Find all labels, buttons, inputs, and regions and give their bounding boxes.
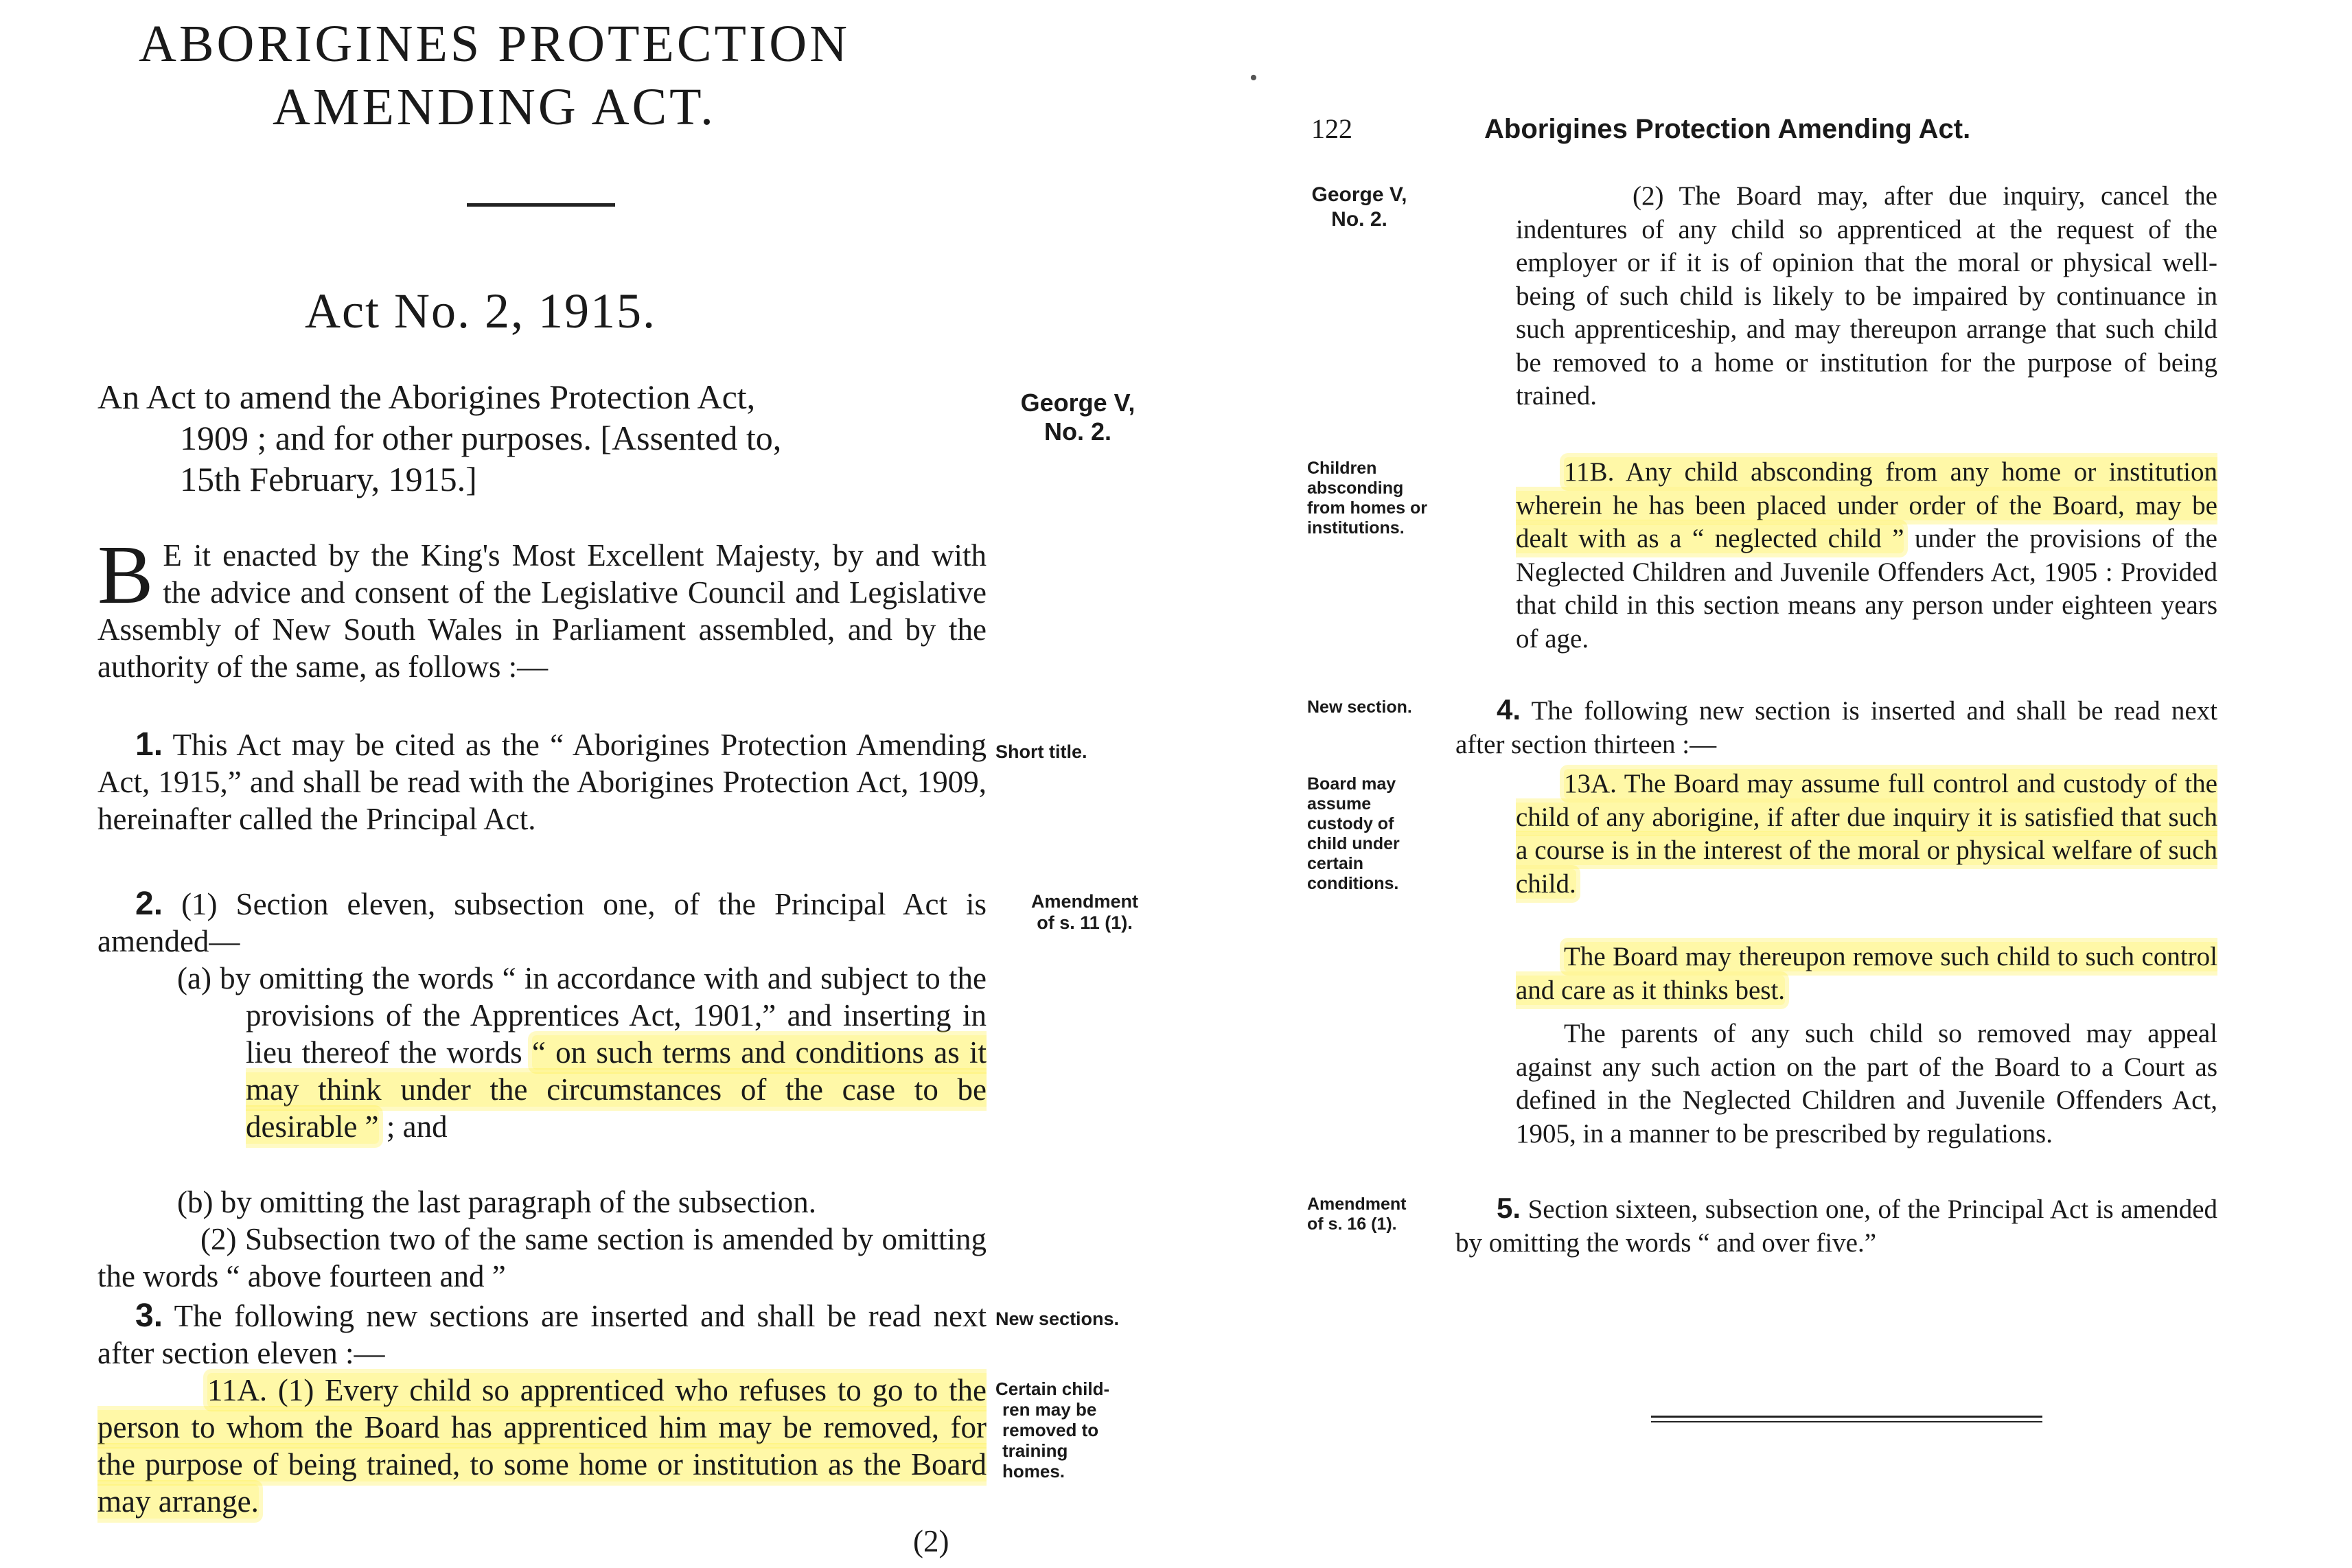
right-margin-reign [1298,183,1421,232]
margin-certain-children [995,1379,1174,1481]
margin-amend-11 [995,891,1174,934]
long-title-line3: 15th February, 1915.] [180,460,477,498]
act-title-line2: AMENDING ACT. [273,78,716,136]
margin-new-sections: New sections. [995,1308,1120,1329]
enacting-text: E it enacted by the King's Most Excellent Majesty, by and with the advice and consent of the Legislative Council and Legislative Assembly of New South Wales in Parliament assembled, and by the authority of the same, as follows :— [97,538,987,684]
section-4-text: The following new section is inserted and shall be read next after section thirteen :— [1455,696,2218,759]
margin-custody-line6: conditions. [1307,874,1399,893]
section-13a-highlight: 13A. The Board may assume full control and custody of the child of any aborigine, if after due inquiry it is satisfied that such a course is in the interest of the moral or physical welfare of such child. [1516,769,2217,899]
section-2-para-b: (b) by omitting the last paragraph of the subsection. [177,1185,817,1219]
margin-certain-line5: homes. [1002,1461,1065,1481]
section-5-number: 5. [1497,1192,1521,1224]
margin-short-title: Short title. [995,741,1087,762]
margin-custody-line3: custody of [1307,814,1394,833]
margin-custody-line2: assume [1307,794,1372,814]
end-rule-bottom [1651,1421,2042,1422]
section-11b-highlight: 11B. Any child absconding from any home or institution wherein he has been placed under order of the Board, may be dealt with as a “ neglected child ” [1516,457,2217,553]
catchword: (2) [913,1524,949,1558]
margin-custody-line5: certain [1307,854,1363,873]
section-3 [97,1298,987,1372]
enacting-clause [97,529,987,685]
title-rule [467,203,615,207]
margin-absconding-line3: from homes or [1307,498,1428,518]
section-13a-para-2-highlight: The Board may thereupon remove such child to such control and care as it thinks best. [1516,942,2217,1005]
section-11a-text: (1) Every child so apprenticed who refuses to go to the person to whom the Board has apprenticed him may be removed, for the purpose of being trained, to some home or institution as the Board may arrange. [97,1373,987,1519]
section-2-number: 2. [135,886,163,922]
long-title-line1: An Act to amend the Aborigines Protection Act, [97,378,756,416]
para-a-text: (a) by omitting the words “ in accordance with and subject to the provisions of the Apprentices Act, 1901,” and inserting in lieu thereof the words [177,961,987,1070]
margin-reign-line1: George V, [1020,389,1135,417]
margin-reign-line2: No. 2. [1044,417,1111,446]
margin-new-section: New section. [1307,697,1412,717]
section-13a [1516,768,2217,901]
section-11a-subsection-2: (2) The Board may, after due inquiry, cancel the indentures of any child so apprenticed at the request of the employer or if it is of opinion that the moral or physical well-being of such child is likely to be impaired by continuance in such apprenticeship, and may thereupon arrange that such child be removed to a home or institution for the purpose of being trained. [1516,181,2217,411]
section-2 [97,886,987,960]
margin-certain-line3: removed to [1002,1420,1099,1440]
margin-certain-line4: training [1002,1440,1068,1461]
long-title-line2: 1909 ; and for other purposes. [Assented to, [180,419,782,457]
page-mark: • [1249,65,1258,91]
section-1-number: 1. [135,726,163,763]
margin-certain-line1: Certain child- [995,1379,1110,1399]
section-1-text: This Act may be cited as the “ Aborigines Protection Amending Act, 1915,” and shall be read with the Aborigines Protection Act, 1909, hereinafter called the Principal Act. [97,728,987,836]
margin-custody-line1: Board may [1307,774,1396,794]
section-11b-text: under the provisions of the Neglected Children and Juvenile Offenders Act, 1905 : Provided that child in this section means any person under eighteen years of age. [1516,524,2217,654]
margin-amend-11-line1: Amendment [1030,891,1138,912]
margin-reign [1002,389,1153,446]
margin-certain-line2: ren may be [1002,1399,1097,1420]
section-4 [1455,693,2217,761]
dropcap-b: B [97,529,154,621]
margin-absconding-line2: absconding [1307,479,1404,498]
section-11a-label: 11A. [207,1373,268,1407]
margin-amend-16-line2: of s. 16 (1). [1307,1214,1397,1234]
para-a-highlight: “ on such terms and conditions as it may think under the circumstances of the case to be desirable ” [246,1035,987,1144]
act-title-line1: ABORIGINES PROTECTION [138,15,851,73]
section-5 [1455,1192,2217,1260]
margin-absconding-line4: institutions. [1307,518,1405,538]
section-3-text: The following new sections are inserted and shall be read next after section eleven :— [97,1299,987,1370]
act-number: Act No. 2, 1915. [305,284,656,338]
margin-absconding-line1: Children [1307,459,1377,478]
section-13a-para-3: The parents of any such child so removed may appeal against any such action on the part of the Board to a Court as defined in the Neglected Children and Juvenile Offenders Act, 1905, in a manner to be prescribed by regulations. [1516,1019,2217,1149]
margin-amend-16 [1307,1195,1465,1234]
page-number: 122 [1311,113,1352,144]
section-2-para-a [97,960,987,1145]
margin-amend-11-line2: of s. 11 (1). [1037,912,1133,933]
margin-amend-16-line1: Amendment [1307,1195,1407,1214]
section-11a-highlight [97,1373,987,1519]
section-5-text: Section sixteen, subsection one, of the Principal Act is amended by omitting the words “ and over five.” [1455,1195,2218,1258]
margin-custody [1307,774,1465,894]
margin-absconding [1307,459,1465,538]
section-1 [97,726,987,838]
section-4-number: 4. [1497,693,1521,726]
section-11b [1516,456,2217,656]
right-margin-reign-line2: No. 2. [1331,208,1387,231]
end-rule-top [1651,1416,2042,1418]
act-title [103,12,886,139]
long-title [97,376,990,500]
section-11a [97,1372,987,1520]
running-head: Aborigines Protection Amending Act. [1484,114,1971,144]
section-2-text: (1) Section eleven, subsection one, of the Principal Act is amended— [97,887,987,958]
section-2-subsection-2: (2) Subsection two of the same section is amended by omitting the words “ above fourteen and ” [97,1222,987,1293]
section-3-number: 3. [135,1298,163,1334]
section-13a-para-2 [1516,941,2217,1007]
right-margin-reign-line1: George V, [1311,183,1407,206]
para-a-end: ; and [378,1109,448,1144]
right-page [1208,0,2352,1568]
margin-custody-line4: child under [1307,834,1400,853]
